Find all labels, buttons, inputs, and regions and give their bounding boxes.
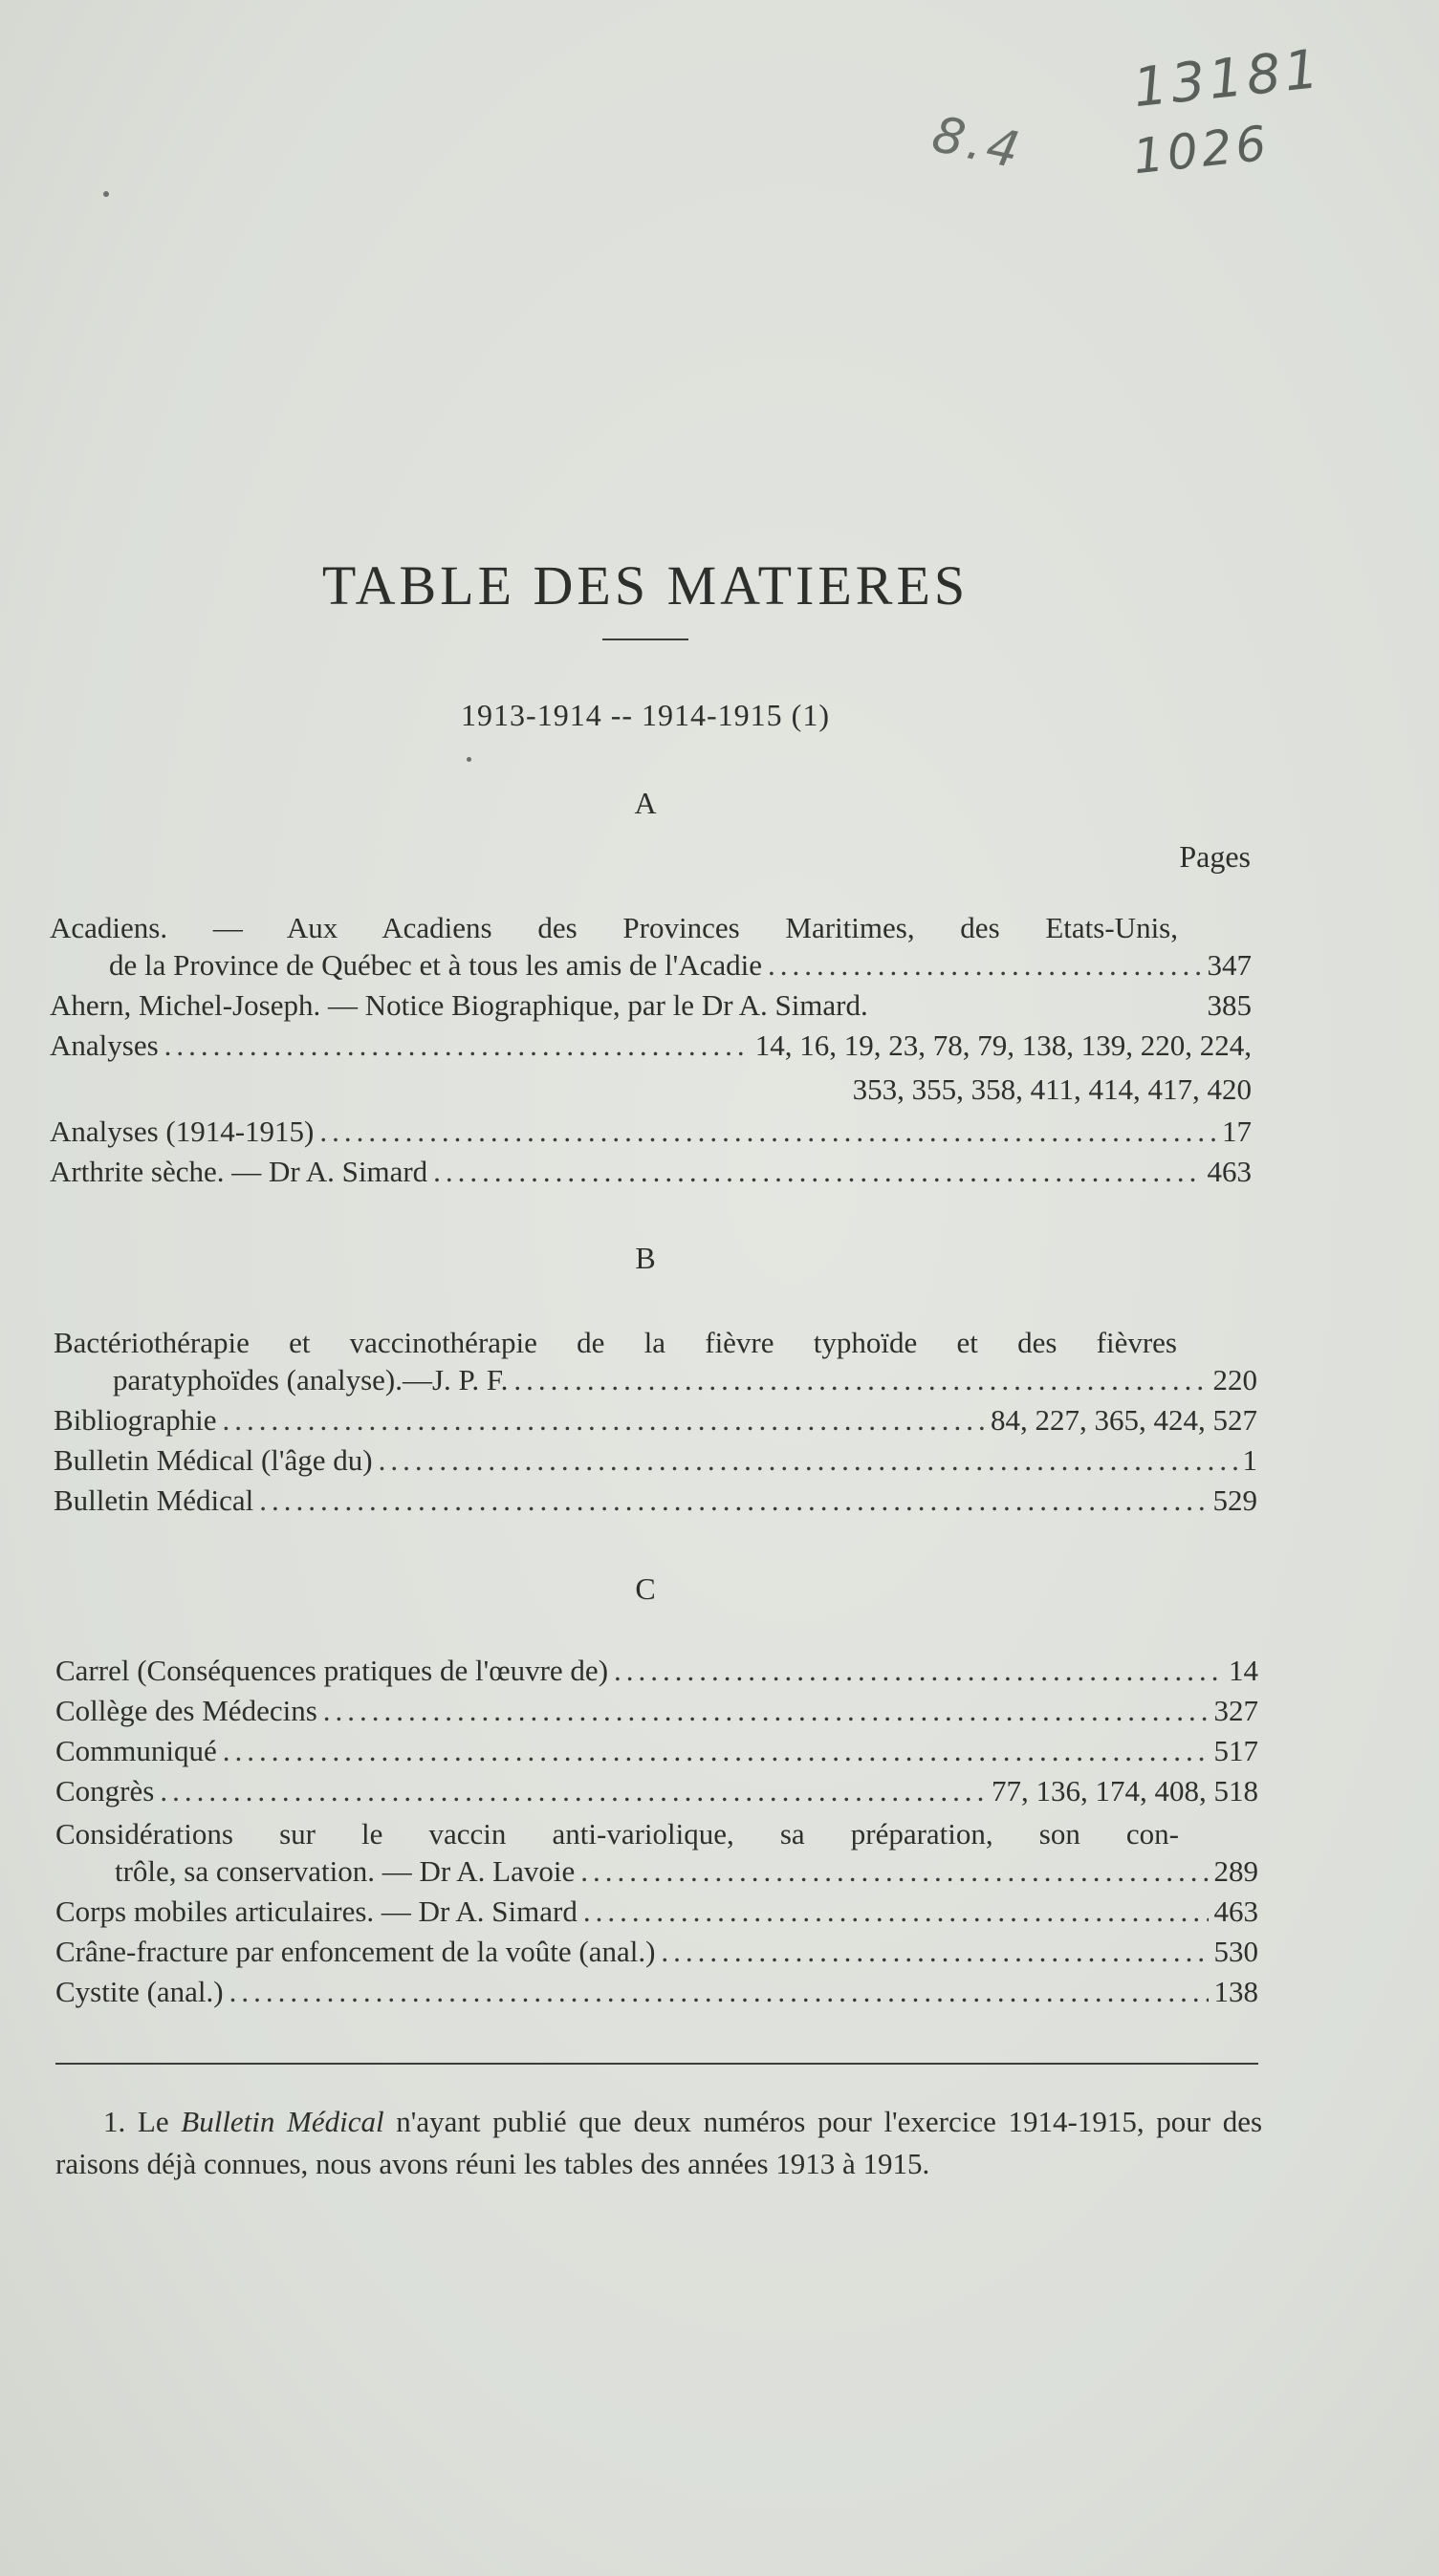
handwritten-number-2: 1026 [1130,115,1273,185]
toc-entry-text: de la Province de Québec et à tous les amis de l'Acadie [109,948,763,982]
leader-dots [768,948,1201,983]
toc-entry-continuation [50,1072,1252,1113]
toc-entry-text: Bulletin Médical [54,1483,254,1517]
leader-dots [259,1483,1207,1518]
toc-entry-pages: 463 [1213,1894,1258,1928]
toc-entry [50,988,1252,1028]
toc-entry [109,948,1252,988]
toc-entry [55,1894,1258,1935]
years-subtitle: 1913-1914 -- 1914-1915 (1) [461,698,830,732]
toc-entry-text: Acadiens. — Aux Acadiens des Provinces Maritimes, des Etats-Unis, [50,911,1178,944]
toc-entry-text: Crâne-fracture par enfoncement de la voûte (anal.) [55,1935,656,1968]
toc-entry-pages: 138 [1213,1975,1258,2008]
leader-dots [661,1935,1208,1969]
leader-dots [160,1774,986,1808]
toc-entry-text: Considérations sur le vaccin anti-variolique, sa préparation, son con- [55,1817,1179,1851]
handwritten-number-1: 13181 [1130,37,1326,120]
toc-entry-pages: 327 [1213,1694,1258,1727]
toc-entry-text: Arthrite sèche. — Dr A. Simard [50,1155,428,1188]
toc-entry-text: trôle, sa conservation. — Dr A. Lavoie [115,1854,576,1888]
toc-entry [55,1654,1258,1694]
toc-entry-text: Corps mobiles articulaires. — Dr A. Simard [55,1894,578,1928]
section-letter-b: B [635,1241,656,1275]
toc-entry-pages: 463 [1207,1155,1252,1188]
toc-entry [50,1155,1252,1195]
toc-entry-text: Bulletin Médical (l'âge du) [54,1443,373,1477]
toc-entry [55,1935,1258,1975]
toc-entry [54,1403,1257,1443]
leader-dots [223,1734,1209,1768]
leader-dots [513,1363,1207,1397]
toc-entry-pages: 84, 227, 365, 424, 527 [991,1403,1257,1437]
toc-entry [54,1483,1257,1524]
footnote-divider [55,2063,1258,2065]
page-title: TABLE DES MATIERES [321,553,970,617]
toc-entry-pages: 517 [1213,1734,1258,1767]
leader-dots [323,1694,1209,1728]
toc-entry [113,1363,1257,1403]
toc-entry-pages: 530 [1213,1935,1258,1968]
section-letter-c: C [635,1571,656,1606]
handwritten-mark: 8.4 [927,105,1028,182]
toc-entry-pages: 14 [1229,1654,1258,1687]
toc-entry [55,1774,1258,1814]
leader-dots [433,1155,1201,1189]
footnote [55,2101,1262,2185]
footnote-text: n'ayant publié que deux numéros pour l'exercice 1914-1915, pour des raisons déjà connues, nous avons réuni les tables des années 1913 à 1915. [55,2105,1263,2180]
toc-entry [55,1734,1258,1774]
title-divider [602,639,688,640]
toc-entry-text: Carrel (Conséquences pratiques de l'œuvre de) [55,1654,609,1687]
toc-entry-text: Bactériothérapie et vaccinothérapie de la fièvre typhoïde et des fièvres [54,1326,1177,1359]
toc-entry-text: Collège des Médecins [55,1694,317,1727]
toc-entry-pages: 289 [1213,1854,1258,1888]
toc-entry-pages: 14, 16, 19, 23, 78, 79, 138, 139, 220, 224, [754,1028,1252,1062]
toc-entry-text: Cystite (anal.) [55,1975,224,2008]
toc-entry [55,1694,1258,1734]
leader-dots [229,1975,1209,2009]
toc-entry [55,1975,1258,2015]
toc-entry [54,1443,1257,1483]
toc-entry-text: Communiqué [55,1734,217,1767]
toc-entry [115,1854,1258,1894]
toc-entry [50,1028,1252,1069]
leader-dots [614,1654,1223,1688]
toc-entry-text: Congrès [55,1774,155,1808]
leader-dots [222,1403,985,1438]
toc-entry-pages: 1 [1242,1443,1257,1477]
footnote-le: Le [137,2105,169,2138]
toc-entry-pages: 385 [1207,988,1252,1022]
leader-dots [319,1115,1216,1149]
leader-dots [164,1028,750,1063]
leader-dots [583,1894,1209,1929]
ink-speck [467,757,471,762]
toc-entry-text: paratyphoïdes (analyse).—J. P. F. [113,1363,509,1396]
leader-dots [580,1854,1208,1889]
toc-entry [50,1115,1252,1155]
toc-entry-pages: 220 [1212,1363,1257,1396]
toc-entry-text: Analyses (1914-1915) [50,1115,315,1148]
toc-entry-pages: 353, 355, 358, 411, 414, 417, 420 [852,1072,1252,1106]
footnote-marker: 1. [103,2105,126,2138]
leader-dots [379,1443,1237,1478]
toc-entry-pages: 529 [1212,1483,1257,1517]
toc-entry-pages: 77, 136, 174, 408, 518 [992,1774,1258,1808]
toc-entry-text: Bibliographie [54,1403,217,1437]
pages-column-label: Pages [1179,839,1251,874]
toc-entry-pages: 347 [1207,948,1252,982]
toc-entry-pages: 17 [1222,1115,1252,1148]
footnote-journal-title: Bulletin Médical [181,2105,384,2138]
ink-speck [103,191,109,197]
toc-entry-text: Ahern, Michel-Joseph. — Notice Biographique, par le Dr A. Simard. [50,988,868,1022]
toc-entry-text: Analyses [50,1028,159,1062]
section-letter-a: A [634,786,657,820]
